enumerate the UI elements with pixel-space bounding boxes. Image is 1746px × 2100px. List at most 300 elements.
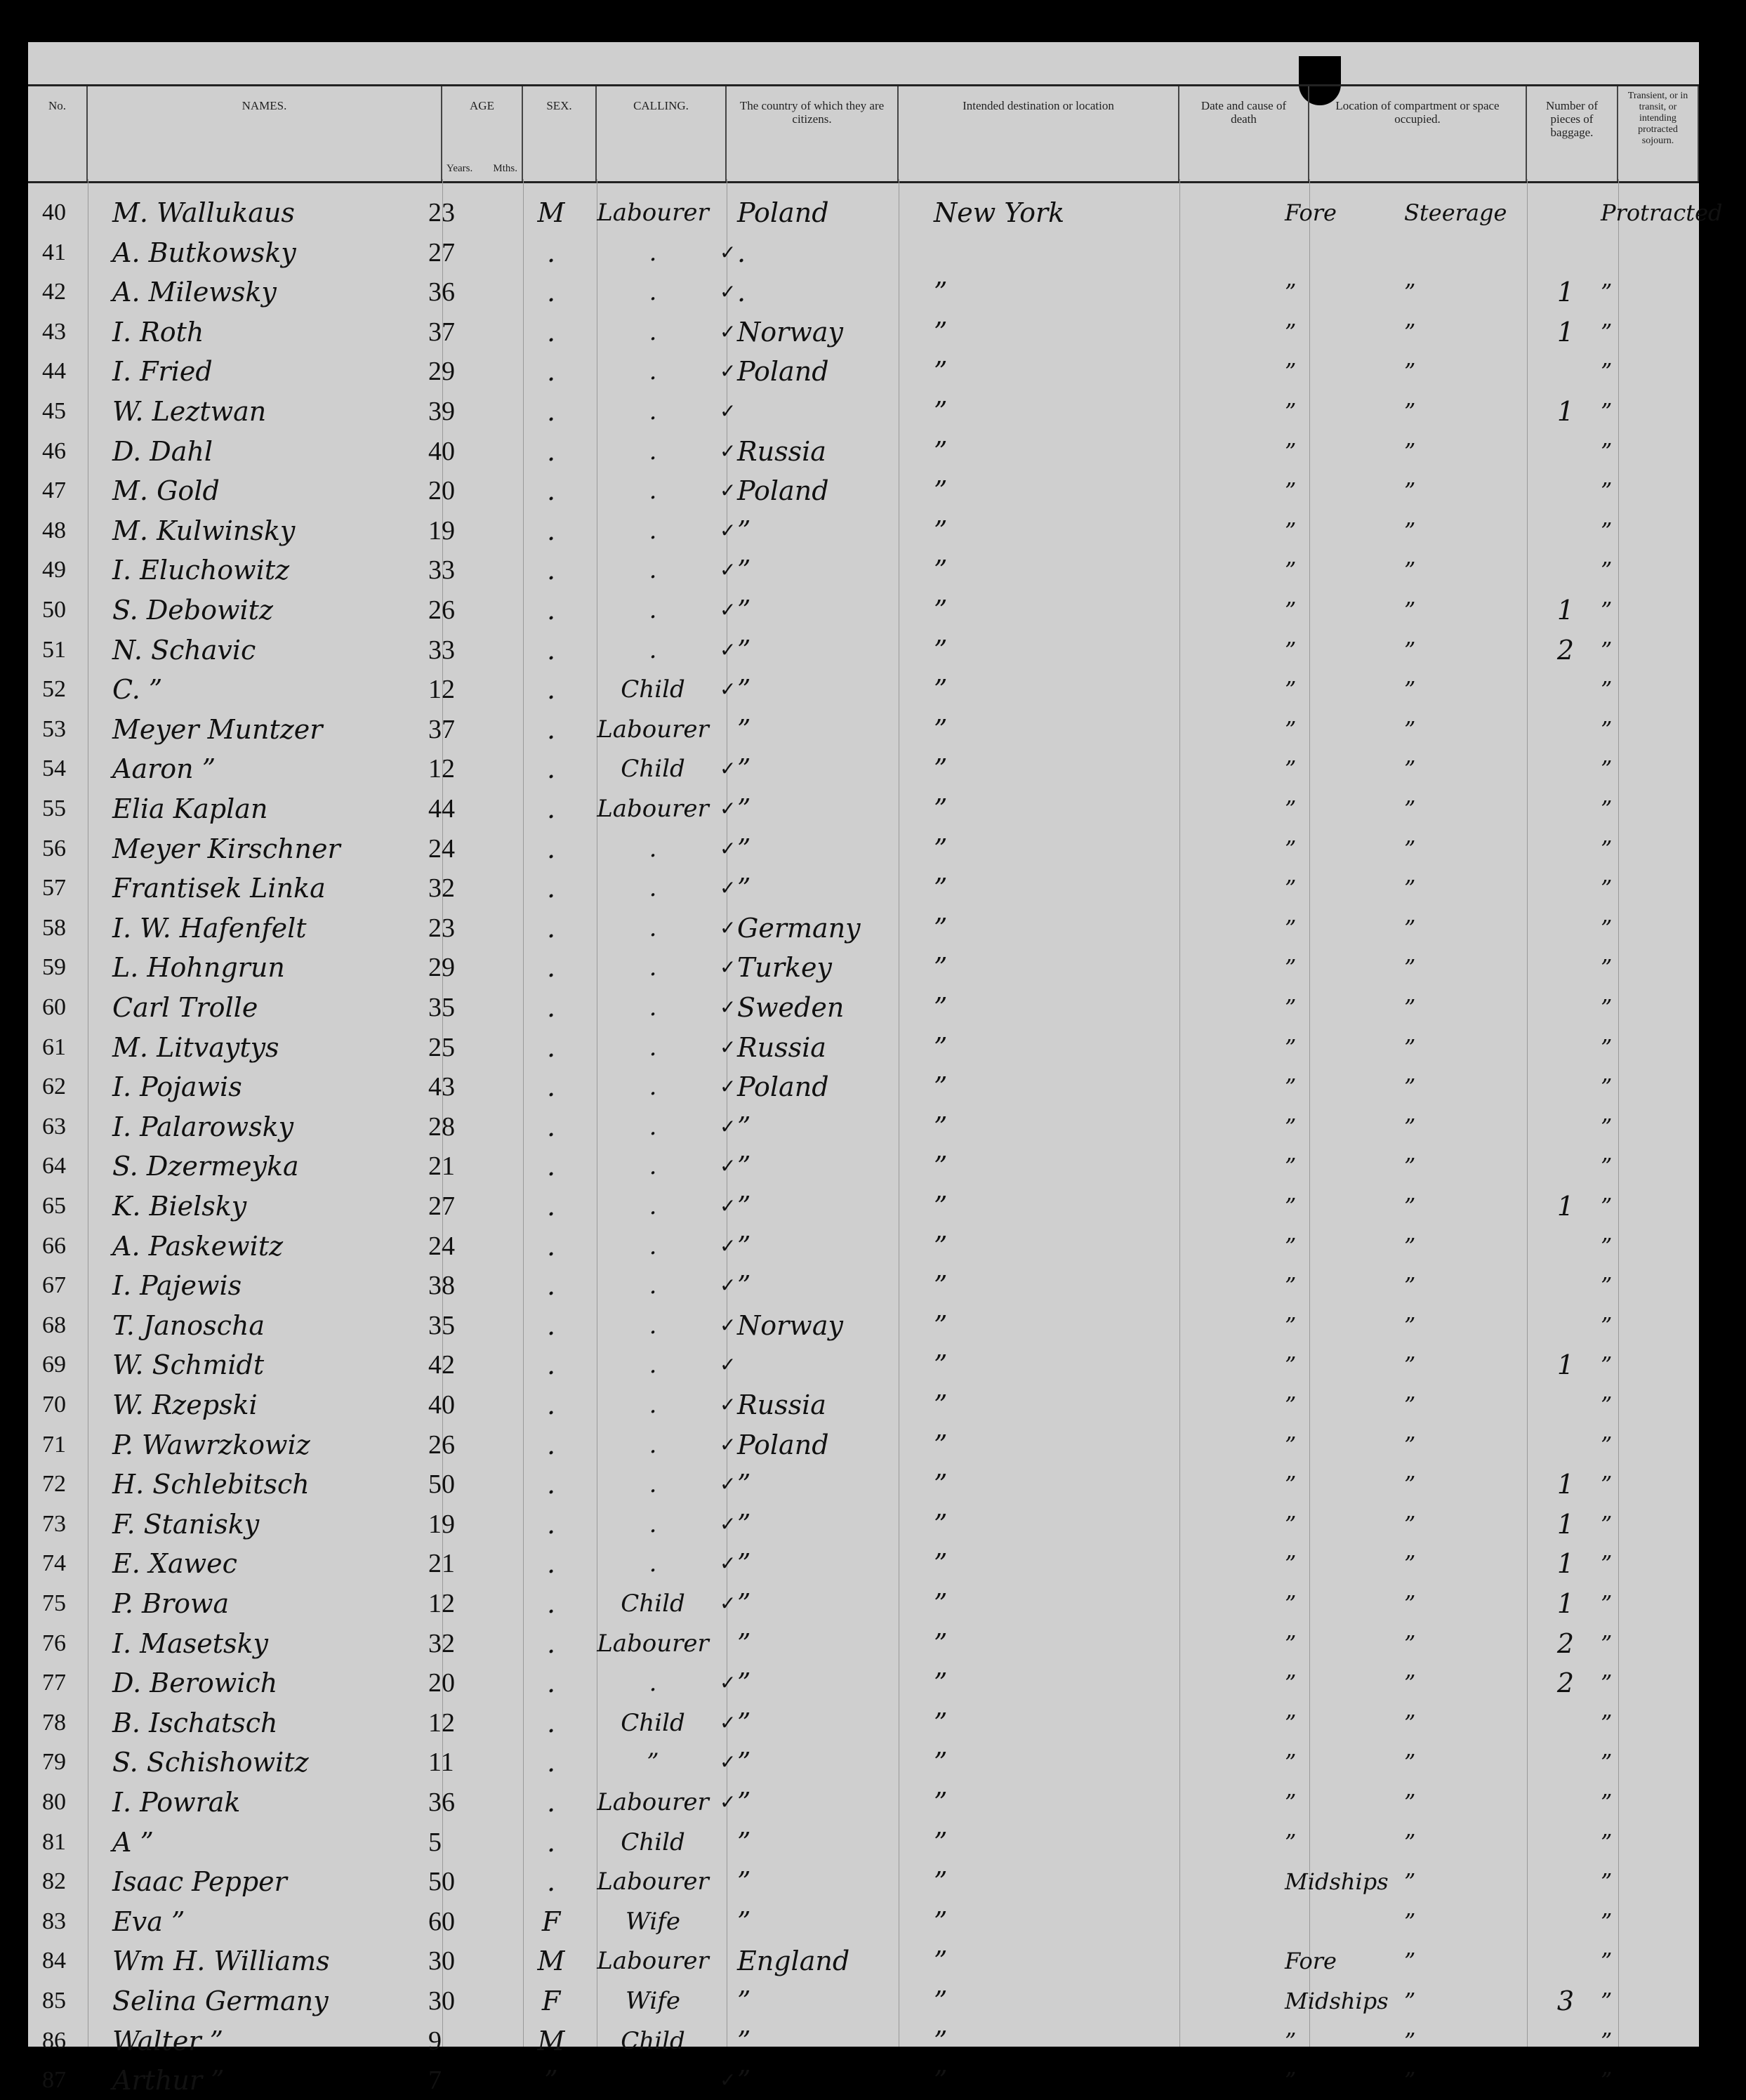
location-compartment: Fore bbox=[1285, 199, 1337, 226]
table-row bbox=[28, 829, 1699, 869]
table-row bbox=[28, 710, 1699, 749]
location-space: ” bbox=[1404, 2067, 1416, 2094]
header-transient bbox=[1618, 86, 1699, 181]
location-space: ” bbox=[1404, 1153, 1416, 1180]
location-space: ” bbox=[1404, 1232, 1416, 1260]
table-row bbox=[28, 1941, 1699, 1981]
calling-value: . bbox=[649, 1033, 657, 1062]
header-names bbox=[88, 86, 442, 181]
row-number: 43 bbox=[42, 318, 66, 345]
sex-value: . bbox=[546, 1349, 556, 1381]
age-years: 33 bbox=[428, 635, 455, 665]
header-death-label: Date and cause of death bbox=[1201, 99, 1287, 126]
country-value: ” bbox=[737, 2025, 751, 2056]
sex-value: . bbox=[546, 316, 556, 348]
table-row bbox=[28, 1107, 1699, 1147]
baggage-count bbox=[1530, 869, 1601, 908]
transient-status: ” bbox=[1601, 835, 1613, 862]
baggage-count bbox=[1530, 550, 1601, 590]
header-age-years: Years. bbox=[447, 163, 473, 174]
location-compartment: ” bbox=[1285, 1789, 1297, 1816]
passenger-name: E. Xawec bbox=[112, 1548, 237, 1580]
location-space: ” bbox=[1404, 1113, 1416, 1140]
age-years: 37 bbox=[428, 714, 455, 744]
table-row bbox=[28, 1544, 1699, 1583]
location-compartment: ” bbox=[1285, 1471, 1297, 1498]
age-years: 26 bbox=[428, 1429, 455, 1460]
sex-value: . bbox=[546, 952, 556, 984]
location-space: ” bbox=[1404, 795, 1416, 822]
table-row bbox=[28, 511, 1699, 550]
location-space: ” bbox=[1404, 557, 1416, 584]
sex-value: . bbox=[546, 1031, 556, 1063]
location-compartment: ” bbox=[1285, 597, 1297, 623]
table-row bbox=[28, 1306, 1699, 1345]
passenger-name: A. Butkowsky bbox=[112, 237, 296, 268]
location-compartment: ” bbox=[1285, 1670, 1297, 1697]
destination-value: ” bbox=[934, 515, 948, 546]
location-compartment: ” bbox=[1285, 1630, 1297, 1657]
calling-value: . bbox=[649, 1311, 657, 1340]
destination-value: ” bbox=[934, 1429, 948, 1460]
baggage-count: 3 bbox=[1556, 1986, 1575, 2016]
country-value bbox=[737, 1345, 906, 1385]
destination-value: ” bbox=[934, 435, 948, 467]
table-row bbox=[28, 1823, 1699, 1862]
destination-value: ” bbox=[934, 753, 948, 785]
sex-value: . bbox=[546, 833, 556, 864]
passenger-name: I. Masetsky bbox=[112, 1627, 268, 1659]
passenger-name: I. Powrak bbox=[112, 1787, 241, 1818]
table-row bbox=[28, 1028, 1699, 1067]
sex-value: . bbox=[546, 1429, 556, 1460]
sex-value: . bbox=[546, 1389, 556, 1420]
table-row bbox=[28, 1663, 1699, 1703]
calling-value: . bbox=[649, 913, 657, 942]
passenger-name: Isaac Pepper bbox=[112, 1866, 287, 1898]
transient-status: ” bbox=[1601, 1392, 1613, 1418]
header-names-label: NAMES. bbox=[242, 99, 287, 112]
destination-value: ” bbox=[934, 1866, 948, 1898]
baggage-count bbox=[1530, 1743, 1601, 1782]
country-value: Poland bbox=[737, 1071, 829, 1103]
sex-value: . bbox=[546, 674, 556, 706]
passenger-name: D. Berowich bbox=[112, 1668, 278, 1699]
passenger-name: A. Paskewitz bbox=[112, 1230, 284, 1262]
location-space: ” bbox=[1404, 1074, 1416, 1101]
calling-value: . bbox=[649, 1152, 657, 1181]
sex-value: . bbox=[546, 912, 556, 944]
table-row bbox=[28, 1266, 1699, 1305]
country-value: ” bbox=[737, 1191, 751, 1222]
sex-value: . bbox=[546, 1469, 556, 1500]
check-mark: ✓ bbox=[720, 1313, 736, 1337]
calling-value: . bbox=[649, 477, 657, 506]
header-sex bbox=[523, 86, 597, 181]
location-space: ” bbox=[1404, 1471, 1416, 1498]
sex-value: ” bbox=[544, 2065, 558, 2096]
baggage-count bbox=[1530, 471, 1601, 510]
transient-status: ” bbox=[1601, 1709, 1613, 1736]
passenger-name: F. Stanisky bbox=[112, 1508, 260, 1540]
row-number: 60 bbox=[42, 994, 66, 1020]
location-compartment: ” bbox=[1285, 2027, 1297, 2054]
table-row bbox=[28, 432, 1699, 471]
check-mark: ✓ bbox=[720, 678, 736, 701]
location-space: ” bbox=[1404, 1550, 1416, 1578]
age-years: 19 bbox=[428, 1509, 455, 1539]
destination-value: ” bbox=[934, 1151, 948, 1182]
calling-value: Labourer bbox=[597, 1788, 709, 1816]
location-compartment: ” bbox=[1285, 875, 1297, 902]
country-value: ” bbox=[737, 595, 751, 626]
passenger-name: Frantisek Linka bbox=[112, 873, 326, 904]
destination-value: ” bbox=[934, 316, 948, 348]
check-mark: ✓ bbox=[720, 598, 736, 621]
destination-value: ” bbox=[934, 1508, 948, 1540]
age-years: 20 bbox=[428, 1668, 455, 1698]
passenger-name: A ” bbox=[112, 1826, 154, 1858]
age-years: 37 bbox=[428, 317, 455, 347]
passenger-name: I. Pojawis bbox=[112, 1071, 242, 1103]
check-mark: ✓ bbox=[720, 638, 736, 661]
sex-value: F bbox=[541, 1986, 561, 2016]
transient-status: ” bbox=[1601, 1431, 1613, 1458]
passenger-name: D. Dahl bbox=[112, 435, 213, 467]
transient-status: ” bbox=[1601, 2027, 1613, 2054]
calling-value: Child bbox=[621, 675, 685, 704]
country-value: England bbox=[737, 1946, 850, 1977]
calling-value: . bbox=[649, 278, 657, 307]
baggage-count: 2 bbox=[1556, 1627, 1575, 1659]
destination-value bbox=[934, 233, 1186, 272]
table-row bbox=[28, 590, 1699, 630]
header-transient-label: Transient, or in transit, or intending protracted sojourn. bbox=[1627, 91, 1688, 146]
table-row bbox=[28, 1703, 1699, 1743]
location-space: ” bbox=[1404, 597, 1416, 623]
country-value: ” bbox=[737, 873, 751, 904]
baggage-count bbox=[1530, 829, 1601, 869]
row-number: 57 bbox=[42, 875, 66, 902]
age-years: 32 bbox=[428, 873, 455, 904]
table-row bbox=[28, 1902, 1699, 1941]
location-compartment: ” bbox=[1285, 1550, 1297, 1578]
location-space: ” bbox=[1404, 318, 1416, 345]
baggage-count: 2 bbox=[1556, 634, 1575, 666]
table-row bbox=[28, 630, 1699, 670]
destination-value: ” bbox=[934, 2065, 948, 2096]
sex-value: . bbox=[546, 1230, 556, 1262]
age-years: 23 bbox=[428, 198, 455, 227]
calling-value: Child bbox=[621, 755, 685, 784]
row-number: 42 bbox=[42, 279, 66, 305]
country-value: ” bbox=[737, 1508, 751, 1540]
check-mark: ✓ bbox=[720, 797, 736, 820]
table-row bbox=[28, 869, 1699, 908]
destination-value: ” bbox=[934, 992, 948, 1023]
row-number: 63 bbox=[42, 1113, 66, 1140]
age-years: 32 bbox=[428, 1628, 455, 1658]
location-space: ” bbox=[1404, 1828, 1416, 1856]
table-row bbox=[28, 1505, 1699, 1544]
age-years: 60 bbox=[428, 1906, 455, 1936]
location-space: ” bbox=[1404, 954, 1416, 982]
age-years: 36 bbox=[428, 277, 455, 308]
transient-status: ” bbox=[1601, 1272, 1613, 1300]
location-space: ” bbox=[1404, 1312, 1416, 1339]
location-compartment: ” bbox=[1285, 2067, 1297, 2094]
header-country bbox=[727, 86, 899, 181]
country-value: ” bbox=[737, 1230, 751, 1262]
baggage-count bbox=[1530, 1147, 1601, 1186]
location-compartment: ” bbox=[1285, 676, 1297, 704]
calling-value: . bbox=[649, 238, 657, 267]
baggage-count bbox=[1530, 789, 1601, 828]
destination-value: ” bbox=[934, 912, 948, 944]
location-compartment bbox=[1285, 233, 1397, 272]
check-mark: ✓ bbox=[720, 956, 736, 979]
row-number: 80 bbox=[42, 1789, 66, 1815]
row-number: 71 bbox=[42, 1431, 66, 1458]
age-years: 12 bbox=[428, 754, 455, 784]
row-number: 61 bbox=[42, 1034, 66, 1060]
age-years: 30 bbox=[428, 1946, 455, 1976]
transient-status: ” bbox=[1601, 676, 1613, 704]
age-years: 40 bbox=[428, 436, 455, 466]
calling-value: Child bbox=[621, 1828, 685, 1856]
location-compartment: ” bbox=[1285, 1272, 1297, 1300]
row-number: 65 bbox=[42, 1193, 66, 1219]
passenger-name: T. Janoscha bbox=[112, 1309, 265, 1341]
row-number: 70 bbox=[42, 1392, 66, 1418]
location-space: ” bbox=[1404, 1670, 1416, 1697]
table-row bbox=[28, 670, 1699, 709]
passenger-name: P. Wawrzkowiz bbox=[112, 1429, 310, 1460]
transient-status: ” bbox=[1601, 358, 1613, 385]
calling-value: . bbox=[649, 1510, 657, 1538]
row-number: 54 bbox=[42, 755, 66, 782]
table-row bbox=[28, 2021, 1699, 2061]
baggage-count: 1 bbox=[1556, 316, 1575, 348]
table-row bbox=[28, 1624, 1699, 1663]
destination-value: ” bbox=[934, 634, 948, 666]
table-row bbox=[28, 312, 1699, 352]
calling-value: Child bbox=[621, 1708, 685, 1737]
sex-value: . bbox=[546, 1071, 556, 1103]
table-row bbox=[28, 1385, 1699, 1425]
country-value: Turkey bbox=[737, 952, 832, 984]
location-compartment: ” bbox=[1285, 636, 1297, 663]
passenger-name: I. Palarowsky bbox=[112, 1111, 294, 1142]
location-space: ” bbox=[1404, 1193, 1416, 1220]
baggage-count bbox=[1530, 948, 1601, 987]
location-compartment: ” bbox=[1285, 318, 1297, 345]
country-value: ” bbox=[737, 1986, 751, 2016]
row-number: 59 bbox=[42, 954, 66, 981]
sex-value: . bbox=[546, 475, 556, 507]
location-compartment: ” bbox=[1285, 477, 1297, 505]
location-compartment: ” bbox=[1285, 1193, 1297, 1220]
country-value: ” bbox=[737, 1668, 751, 1699]
transient-status: ” bbox=[1601, 1789, 1613, 1816]
location-compartment: ” bbox=[1285, 1034, 1297, 1061]
transient-status: ” bbox=[1601, 636, 1613, 663]
calling-value: ” bbox=[647, 1748, 659, 1777]
baggage-count bbox=[1530, 1902, 1601, 1941]
passenger-name: I. Eluchowitz bbox=[112, 555, 290, 586]
age-years: 39 bbox=[428, 397, 455, 426]
location-space: ” bbox=[1404, 875, 1416, 902]
transient-status: ” bbox=[1601, 1988, 1613, 2014]
calling-value: Labourer bbox=[597, 199, 709, 227]
row-number: 77 bbox=[42, 1670, 66, 1696]
country-value: ” bbox=[737, 753, 751, 785]
location-compartment bbox=[1285, 1902, 1397, 1941]
age-years: 50 bbox=[428, 1867, 455, 1897]
sex-value: . bbox=[546, 356, 556, 388]
header-baggage bbox=[1527, 86, 1618, 181]
location-space: ” bbox=[1404, 2027, 1416, 2054]
country-value: Russia bbox=[737, 1389, 826, 1420]
location-space: ” bbox=[1404, 398, 1416, 425]
baggage-count: 1 bbox=[1556, 595, 1575, 626]
destination-value: ” bbox=[934, 1668, 948, 1699]
row-number: 73 bbox=[42, 1510, 66, 1537]
transient-status: ” bbox=[1601, 1153, 1613, 1180]
location-space: ” bbox=[1404, 994, 1416, 1021]
table-row bbox=[28, 1187, 1699, 1226]
destination-value: ” bbox=[934, 1469, 948, 1500]
country-value: Russia bbox=[737, 1031, 826, 1063]
sex-value: . bbox=[546, 515, 556, 546]
destination-value: ” bbox=[934, 793, 948, 824]
transient-status: ” bbox=[1601, 597, 1613, 623]
passenger-name: A. Milewsky bbox=[112, 277, 277, 308]
row-number: 87 bbox=[42, 2067, 66, 2094]
check-mark: ✓ bbox=[720, 1432, 736, 1456]
header-no bbox=[28, 86, 88, 181]
location-compartment: Fore bbox=[1285, 1948, 1337, 1975]
calling-value: Labourer bbox=[597, 1947, 709, 1976]
transient-status: ” bbox=[1601, 1193, 1613, 1220]
calling-value: . bbox=[649, 1231, 657, 1260]
calling-value: . bbox=[649, 317, 657, 346]
passenger-name: W. Leztwan bbox=[112, 396, 267, 427]
calling-value: . bbox=[649, 1351, 657, 1380]
baggage-count bbox=[1530, 352, 1601, 391]
passenger-name: C. ” bbox=[112, 674, 163, 706]
baggage-count bbox=[1530, 233, 1601, 272]
passenger-name: W. Rzepski bbox=[112, 1389, 258, 1420]
calling-value: . bbox=[649, 993, 657, 1022]
transient-status: ” bbox=[1601, 1948, 1613, 1975]
sex-value: . bbox=[546, 873, 556, 904]
location-space: ” bbox=[1404, 914, 1416, 942]
location-space: Steerage bbox=[1404, 199, 1507, 226]
destination-value: ” bbox=[934, 277, 948, 308]
row-number: 53 bbox=[42, 715, 66, 742]
destination-value: ” bbox=[934, 1707, 948, 1738]
check-mark: ✓ bbox=[720, 479, 736, 503]
table-row bbox=[28, 193, 1723, 232]
sex-value: . bbox=[546, 1588, 556, 1619]
location-space: ” bbox=[1404, 1868, 1416, 1896]
table-row bbox=[28, 2061, 1699, 2100]
header-calling bbox=[597, 86, 727, 181]
check-mark: ✓ bbox=[720, 876, 736, 900]
table-row bbox=[28, 1465, 1699, 1504]
country-value: ” bbox=[737, 1270, 751, 1302]
country-value: ” bbox=[737, 1588, 751, 1619]
location-space: ” bbox=[1404, 1948, 1416, 1975]
location-space: ” bbox=[1404, 755, 1416, 783]
country-value: ” bbox=[737, 634, 751, 666]
country-value: Norway bbox=[737, 1309, 843, 1341]
calling-value: Labourer bbox=[597, 795, 709, 823]
header-age-months: Mths. bbox=[493, 163, 517, 174]
baggage-count bbox=[1530, 1107, 1601, 1147]
table-row bbox=[28, 1584, 1699, 1623]
location-space: ” bbox=[1404, 1510, 1416, 1538]
location-compartment: ” bbox=[1285, 1510, 1297, 1538]
location-compartment: ” bbox=[1285, 1232, 1297, 1260]
table-row bbox=[28, 1783, 1699, 1822]
check-mark: ✓ bbox=[720, 1750, 736, 1774]
country-value: ” bbox=[737, 1866, 751, 1898]
check-mark: ✓ bbox=[720, 2068, 736, 2092]
passenger-name: M. Gold bbox=[112, 475, 220, 507]
location-space: ” bbox=[1404, 1908, 1416, 1935]
transient-status: ” bbox=[1601, 1868, 1613, 1896]
calling-value: . bbox=[649, 635, 657, 664]
header-calling-label: CALLING. bbox=[633, 99, 689, 112]
baggage-count: 1 bbox=[1556, 1349, 1575, 1381]
check-mark: ✓ bbox=[720, 1154, 736, 1178]
table-row bbox=[28, 1743, 1699, 1782]
destination-value: ” bbox=[934, 1548, 948, 1580]
age-years: 50 bbox=[428, 1470, 455, 1500]
country-value: ” bbox=[737, 793, 751, 824]
location-compartment: ” bbox=[1285, 835, 1297, 862]
row-number: 69 bbox=[42, 1352, 66, 1378]
baggage-count: 2 bbox=[1556, 1668, 1575, 1699]
transient-status: ” bbox=[1601, 318, 1613, 345]
transient-status: ” bbox=[1601, 477, 1613, 505]
header-sex-label: SEX. bbox=[546, 99, 572, 112]
check-mark: ✓ bbox=[720, 439, 736, 463]
passenger-name: Meyer Muntzer bbox=[112, 713, 323, 745]
row-number: 78 bbox=[42, 1709, 66, 1736]
calling-value: . bbox=[649, 516, 657, 545]
country-value: ” bbox=[737, 1151, 751, 1182]
sex-value: . bbox=[546, 634, 556, 666]
destination-value: ” bbox=[934, 1826, 948, 1858]
row-number: 67 bbox=[42, 1272, 66, 1299]
check-mark: ✓ bbox=[720, 916, 736, 939]
age-years: 12 bbox=[428, 1589, 455, 1618]
check-mark: ✓ bbox=[720, 1274, 736, 1297]
transient-status: ” bbox=[1601, 1352, 1613, 1379]
table-row bbox=[28, 1067, 1699, 1107]
age-years: 5 bbox=[428, 1827, 442, 1857]
calling-value: . bbox=[649, 1391, 657, 1419]
location-compartment: ” bbox=[1285, 1312, 1297, 1339]
check-mark: ✓ bbox=[720, 558, 736, 582]
passenger-name: K. Bielsky bbox=[112, 1191, 247, 1222]
row-number: 46 bbox=[42, 437, 66, 464]
location-compartment: ” bbox=[1285, 1828, 1297, 1856]
location-space: ” bbox=[1404, 358, 1416, 385]
